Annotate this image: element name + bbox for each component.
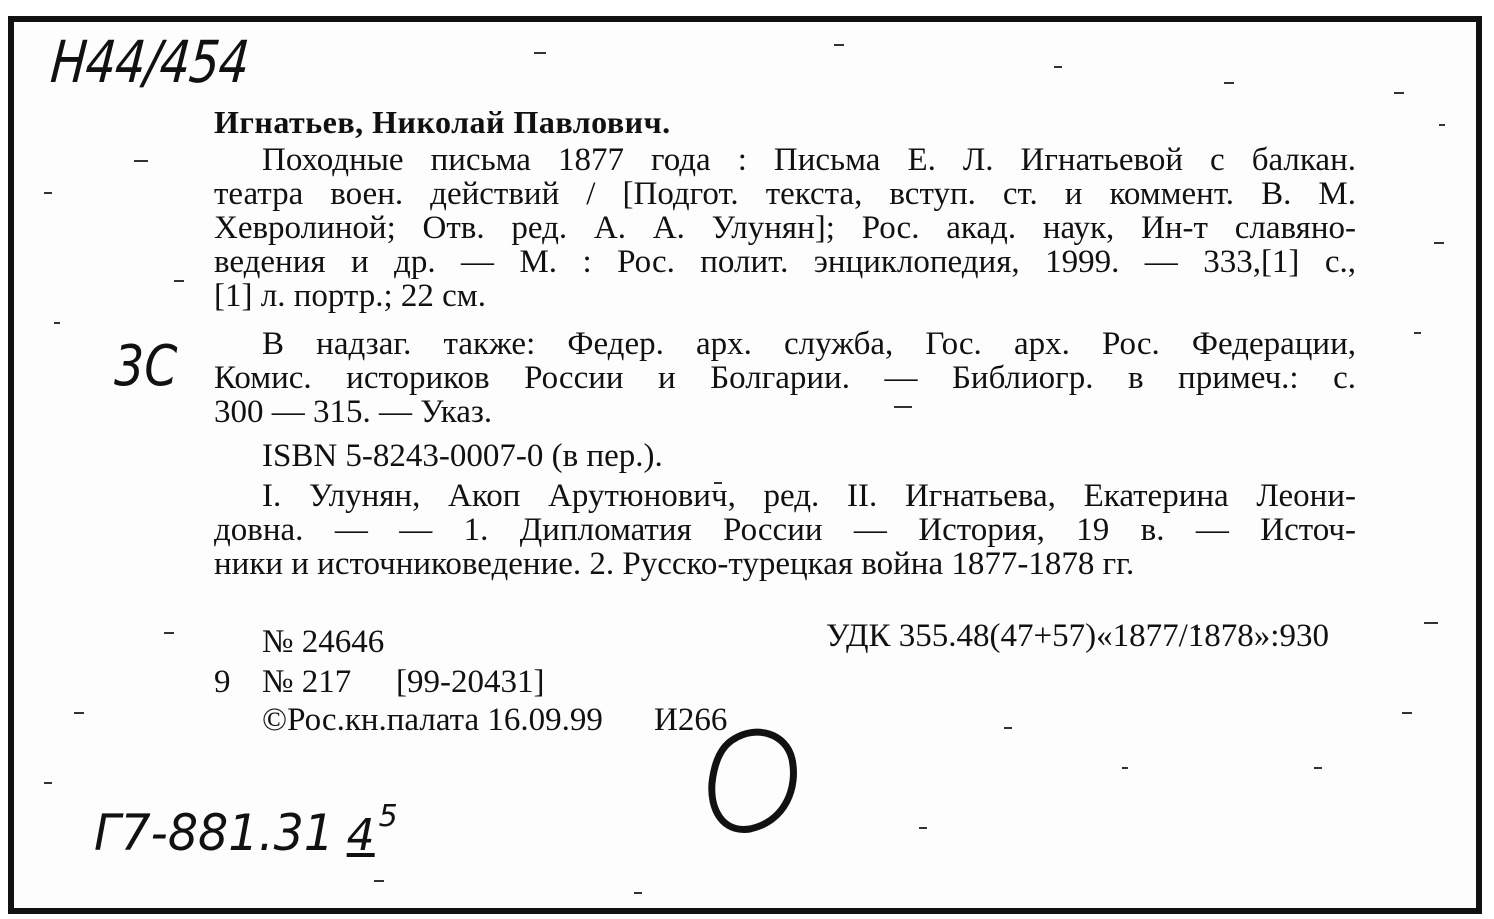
catalog-card [8, 16, 1482, 914]
notes-line-2: Комис. историков России и Болгарии. — Библиогр. в примеч.: с. [214, 360, 1356, 396]
handwritten-top-code: Н44/454 [48, 28, 252, 96]
description-line-2: театра воен. действий / [Подгот. текста, вступ. ст. и коммент. В. М. [214, 176, 1356, 212]
tracings-line-2: довна. — — 1. Дипломатия России — История, 19 в. — Источ- [214, 512, 1356, 548]
description-line-1: Походные письма 1877 года : Письма Е. Л. Игнатьевой с балкан. [262, 142, 1356, 178]
footer-number-2: № 217 [262, 664, 352, 700]
footer-index-code: И266 [654, 702, 728, 738]
description-line-5: [1] л. портр.; 22 см. [214, 278, 486, 314]
footer-bracket-code: [99-20431] [396, 664, 545, 700]
handwritten-margin-mark: 3С [114, 334, 178, 399]
isbn-line: ISBN 5-8243-0007-0 (в пер.). [262, 438, 663, 474]
tracings-line-1: I. Улунян, Акоп Арутюнович, ред. II. Игнатьева, Екатерина Леони- [262, 478, 1356, 514]
description-line-3: Хевролиной; Отв. ред. А. А. Улунян]; Рос. акад. наук, Ин-т славяно- [214, 210, 1356, 246]
tracings-line-3: ники и источниковедение. 2. Русско-турецкая война 1877-1878 гг. [214, 546, 1135, 582]
footer-publisher: ©Рос.кн.палата 16.09.99 [262, 702, 603, 738]
bottom-code-suffix: 4 [346, 810, 375, 861]
footer-number-1: № 24646 [262, 624, 385, 660]
footer-udk: УДК 355.48(47+57)«1877/1878»:930 [826, 618, 1329, 654]
footer-leading-digit: 9 [214, 664, 231, 700]
card-heading: Игнатьев, Николай Павлович. [214, 104, 671, 140]
bottom-code-superscript: 5 [378, 799, 398, 834]
punch-hole [704, 725, 800, 835]
description-line-4: ведения и др. — М. : Рос. полит. энциклопедия, 1999. — 333,[1] с., [214, 244, 1356, 280]
notes-line-3: 300 — 315. — Указ. [214, 394, 493, 430]
handwritten-bottom-code [94, 799, 398, 862]
bottom-code-main: Г7-881.31 [94, 804, 335, 862]
notes-line-1: В надзаг. также: Федер. арх. служба, Гос. арх. Рос. Федерации, [262, 326, 1356, 362]
